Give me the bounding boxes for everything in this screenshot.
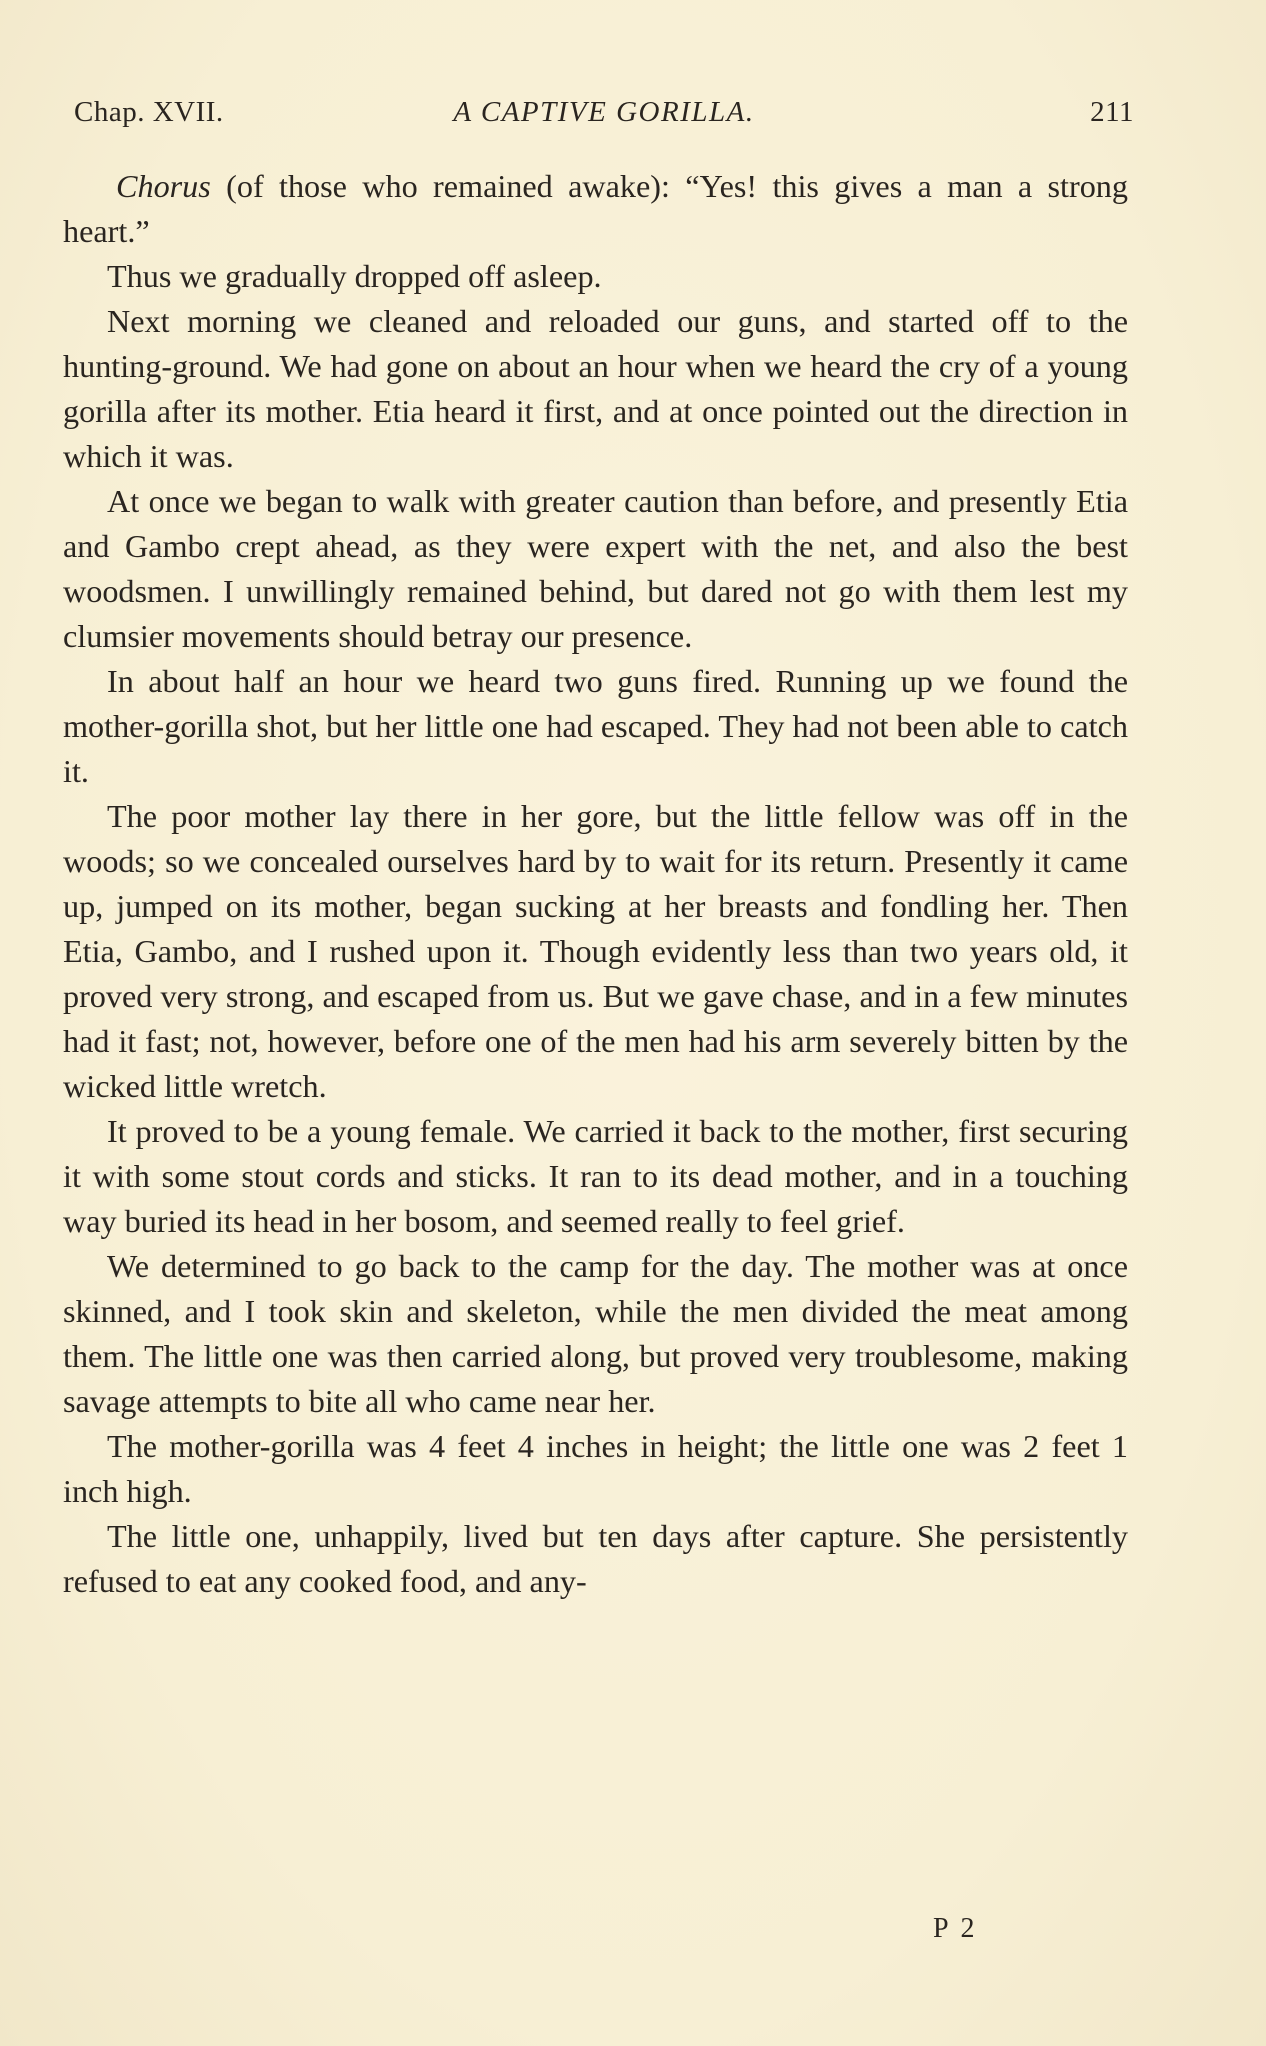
speaker-label: Chorus (116, 168, 211, 204)
paragraph: The little one, unhappily, lived but ten days after capture. She persistently refused to eat any cooked food, and any- (63, 1518, 1128, 1599)
paragraph: Next morning we cleaned and reloaded our guns, and started off to the hunting-ground. We had gone on about an hour when we heard the cry of a young gorilla after its mother. Etia heard it first, and at once pointed out the direction in which it was. (63, 303, 1128, 474)
chapter-label: Chap. XVII. (74, 96, 224, 128)
paragraph: At once we began to walk with greater caution than before, and presently Etia and Gambo crept ahead, as they were expert with the net, and also the best woodsmen. I unwillingly remained behind, but dared not go with them lest my clumsier movements should betray our presence. (63, 483, 1128, 654)
page-number: 211 (1090, 96, 1134, 128)
body-text (63, 164, 1128, 1604)
paragraph: In about half an hour we heard two guns fired. Running up we found the mother-gorilla shot, but her little one had escaped. They had not been able to catch it. (63, 663, 1128, 789)
paragraph: The poor mother lay there in her gore, but the little fellow was off in the woods; so we concealed ourselves hard by to wait for its return. Presently it came up, jumped on its mother, began sucking at her breasts and fondling her. Then Etia, Gambo, and I rushed upon it. Though evidently less than two years old, it proved very strong, and escaped from us. But we gave chase, and in a few minutes had it fast; not, however, before one of the men had his arm severely bitten by the wicked little wretch. (63, 798, 1128, 1104)
running-title: A CAPTIVE GORILLA. (453, 96, 755, 128)
paragraph: We determined to go back to the camp for the day. The mother was at once skinned, and I took skin and skeleton, while the men divided the meat among them. The little one was then carried along, but proved very troublesome, making savage attempts to bite all who came near her. (63, 1248, 1128, 1419)
signature-mark: P 2 (933, 1913, 978, 1944)
paragraph: It proved to be a young female. We carried it back to the mother, first securing it with some stout cords and sticks. It ran to its dead mother, and in a touching way buried its head in her bosom, and seemed really to feel grief. (63, 1113, 1128, 1239)
paragraph: Thus we gradually dropped off asleep. (107, 258, 602, 294)
running-header (74, 96, 1134, 136)
paragraph: The mother-gorilla was 4 feet 4 inches in height; the little one was 2 feet 1 inch high. (63, 1428, 1128, 1509)
paragraph-text: (of those who remained awake): “Yes! this gives a man a strong heart.” (63, 168, 1128, 249)
paragraph (63, 164, 1128, 254)
